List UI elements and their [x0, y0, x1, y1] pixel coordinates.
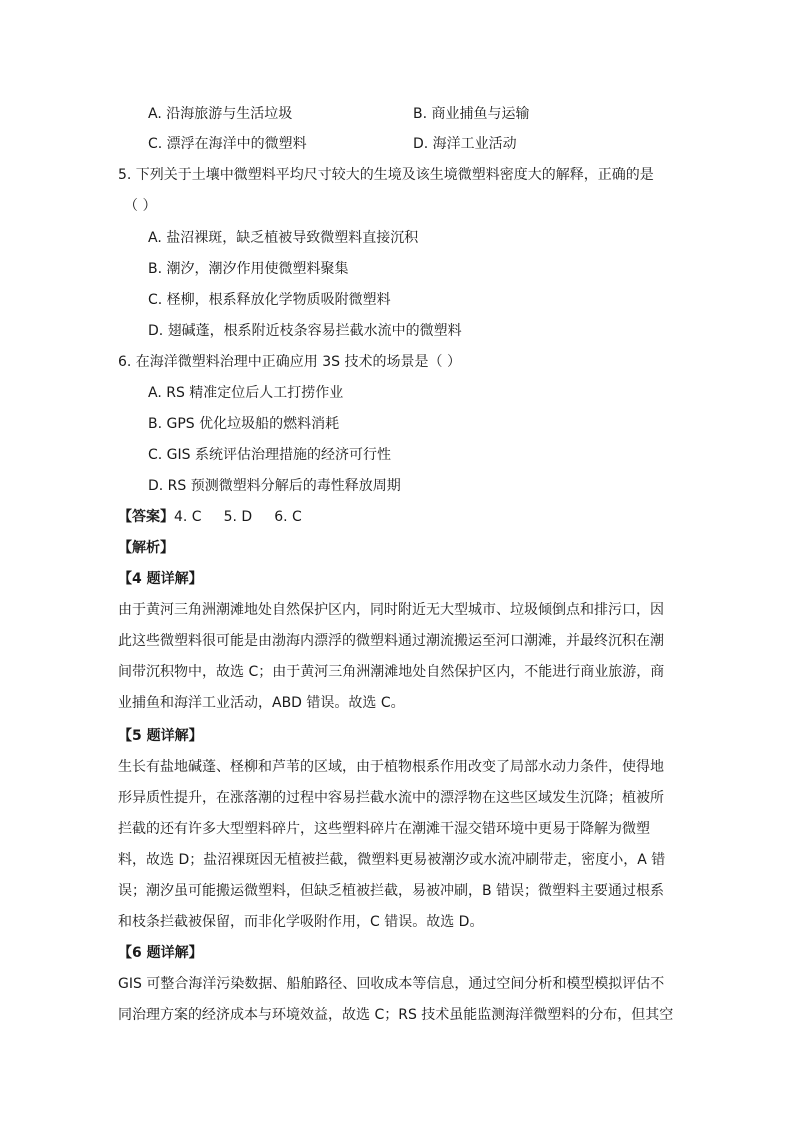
- q5-option-d: D. 翅碱蓬，根系附近枝条容易拦截水流中的微塑料: [148, 323, 462, 339]
- d6-title: 【6 题详解】: [118, 945, 203, 961]
- d5-line: 形异质性提升，在涨落潮的过程中容易拦截水流中的漂浮物在这些区域发生沉降；植被所: [118, 790, 664, 806]
- q5-option-a: A. 盐沼裸斑，缺乏植被导致微塑料直接沉积: [148, 230, 419, 246]
- d5-line: 误；潮汐虽可能搬运微塑料，但缺乏植被拦截，易被冲刷，B 错误；微塑料主要通过根系: [118, 883, 665, 899]
- d5-title: 【5 题详解】: [118, 728, 203, 744]
- q4-option-d: D. 海洋工业活动: [413, 136, 517, 152]
- d5-line: 和枝条拦截被保留，而非化学吸附作用，C 错误。故选 D。: [118, 914, 484, 930]
- d5-paragraph: [118, 752, 678, 938]
- q5-stem: 5. 下列关于土壤中微塑料平均尺寸较大的生境及该生境微塑料密度大的解释，正确的是: [118, 167, 654, 183]
- d5-line: 料，故选 D；盐沼裸斑因无植被拦截，微塑料更易被潮汐或水流冲刷带走，密度小，A 错: [118, 852, 666, 868]
- d5-line: 拦截的还有许多大型塑料碎片，这些塑料碎片在潮滩干湿交错环境中更易于降解为微塑: [118, 821, 650, 837]
- q6-option-a: A. RS 精准定位后人工打捞作业: [148, 385, 344, 401]
- answer-label: 【答案】: [118, 509, 174, 525]
- answer-6: 6. C: [274, 509, 302, 525]
- q6-option-d: D. RS 预测微塑料分解后的毒性释放周期: [148, 478, 401, 494]
- answer-4: 4. C: [174, 509, 202, 525]
- d4-line: 间带沉积物中，故选 C；由于黄河三角洲潮滩地处自然保护区内，不能进行商业旅游，商: [118, 664, 665, 680]
- q4-option-a: A. 沿海旅游与生活垃圾: [148, 106, 293, 122]
- d4-paragraph: [118, 595, 678, 719]
- analysis-label: 【解析】: [118, 540, 174, 556]
- q5-option-b: B. 潮汐，潮汐作用使微塑料聚集: [148, 261, 349, 277]
- d4-line: 业捕鱼和海洋工业活动，ABD 错误。故选 C。: [118, 695, 405, 711]
- d5-line: 生长有盐地碱蓬、柽柳和芦苇的区域，由于植物根系作用改变了局部水动力条件，使得地: [118, 759, 664, 775]
- d6-line: 同治理方案的经济成本与环境效益，故选 C；RS 技术虽能监测海洋微塑料的分布，但其空: [118, 1007, 674, 1023]
- answer-5: 5. D: [223, 509, 253, 525]
- d6-line: GIS 可整合海洋污染数据、船舶路径、回收成本等信息，通过空间分析和模型模拟评估不: [118, 976, 665, 992]
- q5-option-c: C. 柽柳，根系释放化学物质吸附微塑料: [148, 292, 391, 308]
- q6-option-c: C. GIS 系统评估治理措施的经济可行性: [148, 447, 391, 463]
- q6-option-b: B. GPS 优化垃圾船的燃料消耗: [148, 416, 340, 432]
- q6-stem: 6. 在海洋微塑料治理中正确应用 3S 技术的场景是（ ）: [118, 354, 461, 370]
- answer-line: [118, 507, 302, 527]
- q4-option-c: C. 漂浮在海洋中的微塑料: [148, 136, 307, 152]
- q5-stem-bracket: （ ）: [124, 198, 157, 214]
- d4-line: 此这些微塑料很可能是由渤海内漂浮的微塑料通过潮流搬运至河口潮滩，并最终沉积在潮: [118, 633, 664, 649]
- d4-line: 由于黄河三角洲潮滩地处自然保护区内，同时附近无大型城市、垃圾倾倒点和排污口，因: [118, 602, 664, 618]
- d6-paragraph: [118, 969, 678, 1031]
- q4-option-b: B. 商业捕鱼与运输: [413, 106, 530, 122]
- d4-title: 【4 题详解】: [118, 571, 203, 587]
